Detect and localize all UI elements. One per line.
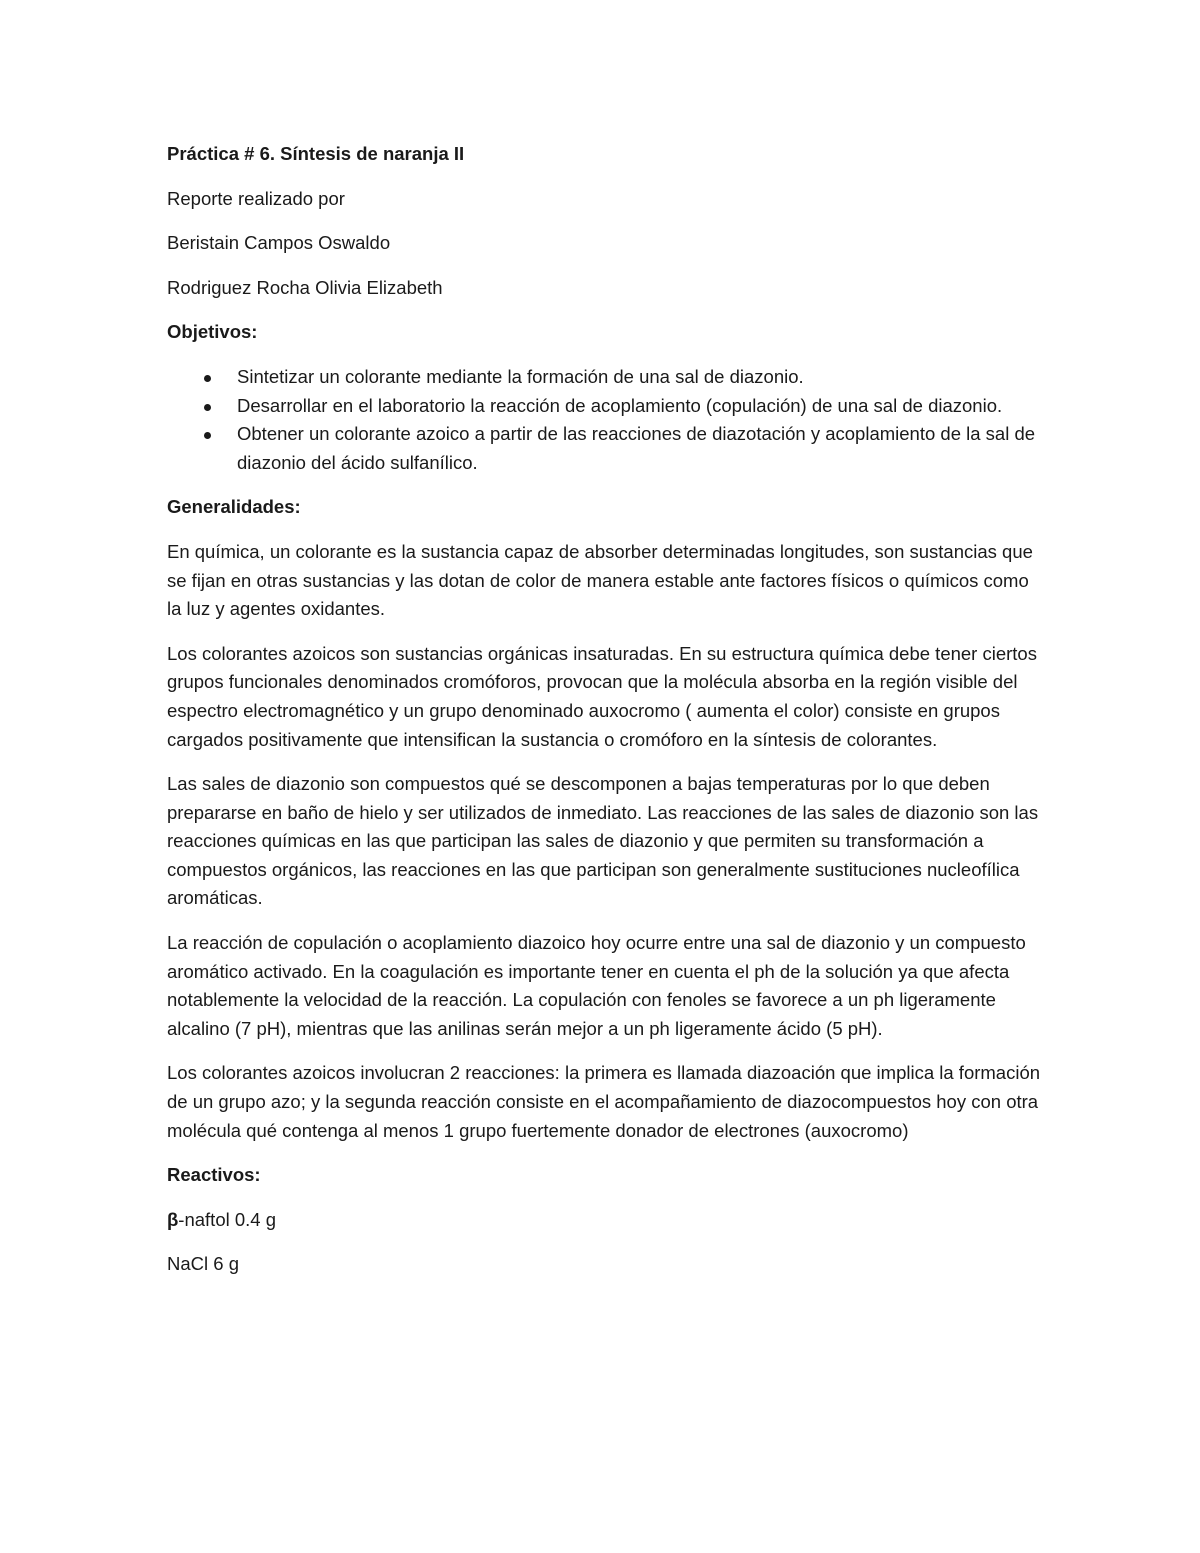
objective-item bbox=[167, 392, 1047, 421]
bullet-icon bbox=[204, 432, 211, 439]
body-paragraph: Los colorantes azoicos son sustancias orgánicas insaturadas. En su estructura química debe tener ciertos grupos funcionales denominados cromóforos, provocan que la molécula absorba en la región visible del espectro electromagnético y un grupo denominado auxocromo ( aumenta el color) consiste en grupos cargados positivamente que intensifican la sustancia o cromóforo en la síntesis de colorantes. bbox=[167, 642, 1037, 750]
objective-text: Sintetizar un colorante mediante la formación de una sal de diazonio. bbox=[237, 365, 804, 387]
author-name: Beristain Campos Oswaldo bbox=[167, 232, 391, 254]
body-paragraph: En química, un colorante es la sustancia capaz de absorber determinadas longitudes, son sustancias que se fijan en otras sustancias y las dotan de color de manera estable ante factores físicos o químicos como la luz y agentes oxidantes. bbox=[167, 540, 1033, 620]
reagent-symbol: β bbox=[167, 1208, 179, 1230]
objective-text: Obtener un colorante azoico a partir de las reacciones de diazotación y acoplamiento de la sal de diazonio del ácido sulfanílico. bbox=[237, 423, 1036, 473]
body-paragraph: La reacción de copulación o acoplamiento diazoico hoy ocurre entre una sal de diazonio y un compuesto aromático activado. En la coagulación es importante tener en cuenta el ph de la solución ya que afecta notablemente la velocidad de la reacción. La copulación con fenoles se favorece a un ph ligeramente alcalino (7 pH), mientras que las anilinas serán mejor a un ph ligeramente ácido (5 pH). bbox=[167, 932, 1026, 1039]
report-by-line: Reporte realizado por bbox=[167, 187, 345, 209]
bullet-icon bbox=[204, 404, 211, 411]
objectives-list bbox=[167, 363, 1047, 477]
reagent-item bbox=[167, 1250, 1047, 1279]
reagent-item bbox=[167, 1206, 1047, 1235]
body-paragraph: Los colorantes azoicos involucran 2 reacciones: la primera es llamada diazoación que implica la formación de un grupo azo; y la segunda reacción consiste en el acompañamiento de diazocompuestos hoy con otra molécula qué contenga al menos 1 grupo fuertemente donador de electrones (auxocromo) bbox=[167, 1062, 1041, 1141]
reagent-text: -naftol 0.4 g bbox=[178, 1208, 276, 1230]
author-name: Rodriguez Rocha Olivia Elizabeth bbox=[167, 276, 443, 298]
reagent-text: NaCl 6 g bbox=[167, 1253, 239, 1275]
objective-item bbox=[167, 363, 1047, 392]
document-title: Práctica # 6. Síntesis de naranja II bbox=[167, 143, 465, 164]
document-page bbox=[167, 140, 1047, 1295]
bullet-icon bbox=[204, 375, 211, 382]
objective-text: Desarrollar en el laboratorio la reacción de acoplamiento (copulación) de una sal de diazonio. bbox=[237, 394, 1003, 416]
body-paragraph: Las sales de diazonio son compuestos qué se descomponen a bajas temperaturas por lo que deben prepararse en baño de hielo y ser utilizados de inmediato. Las reacciones de las sales de diazonio son las reacciones químicas en las que participan las sales de diazonio y que permiten su transformación a compuestos orgánicos, las reacciones en las que participan son generalmente sustituciones nucleofílica aromáticas. bbox=[167, 773, 1039, 909]
objectives-heading: Objetivos: bbox=[167, 321, 258, 343]
objective-item bbox=[167, 420, 1047, 477]
generalities-heading: Generalidades: bbox=[167, 496, 301, 518]
reagents-heading: Reactivos: bbox=[167, 1164, 261, 1186]
